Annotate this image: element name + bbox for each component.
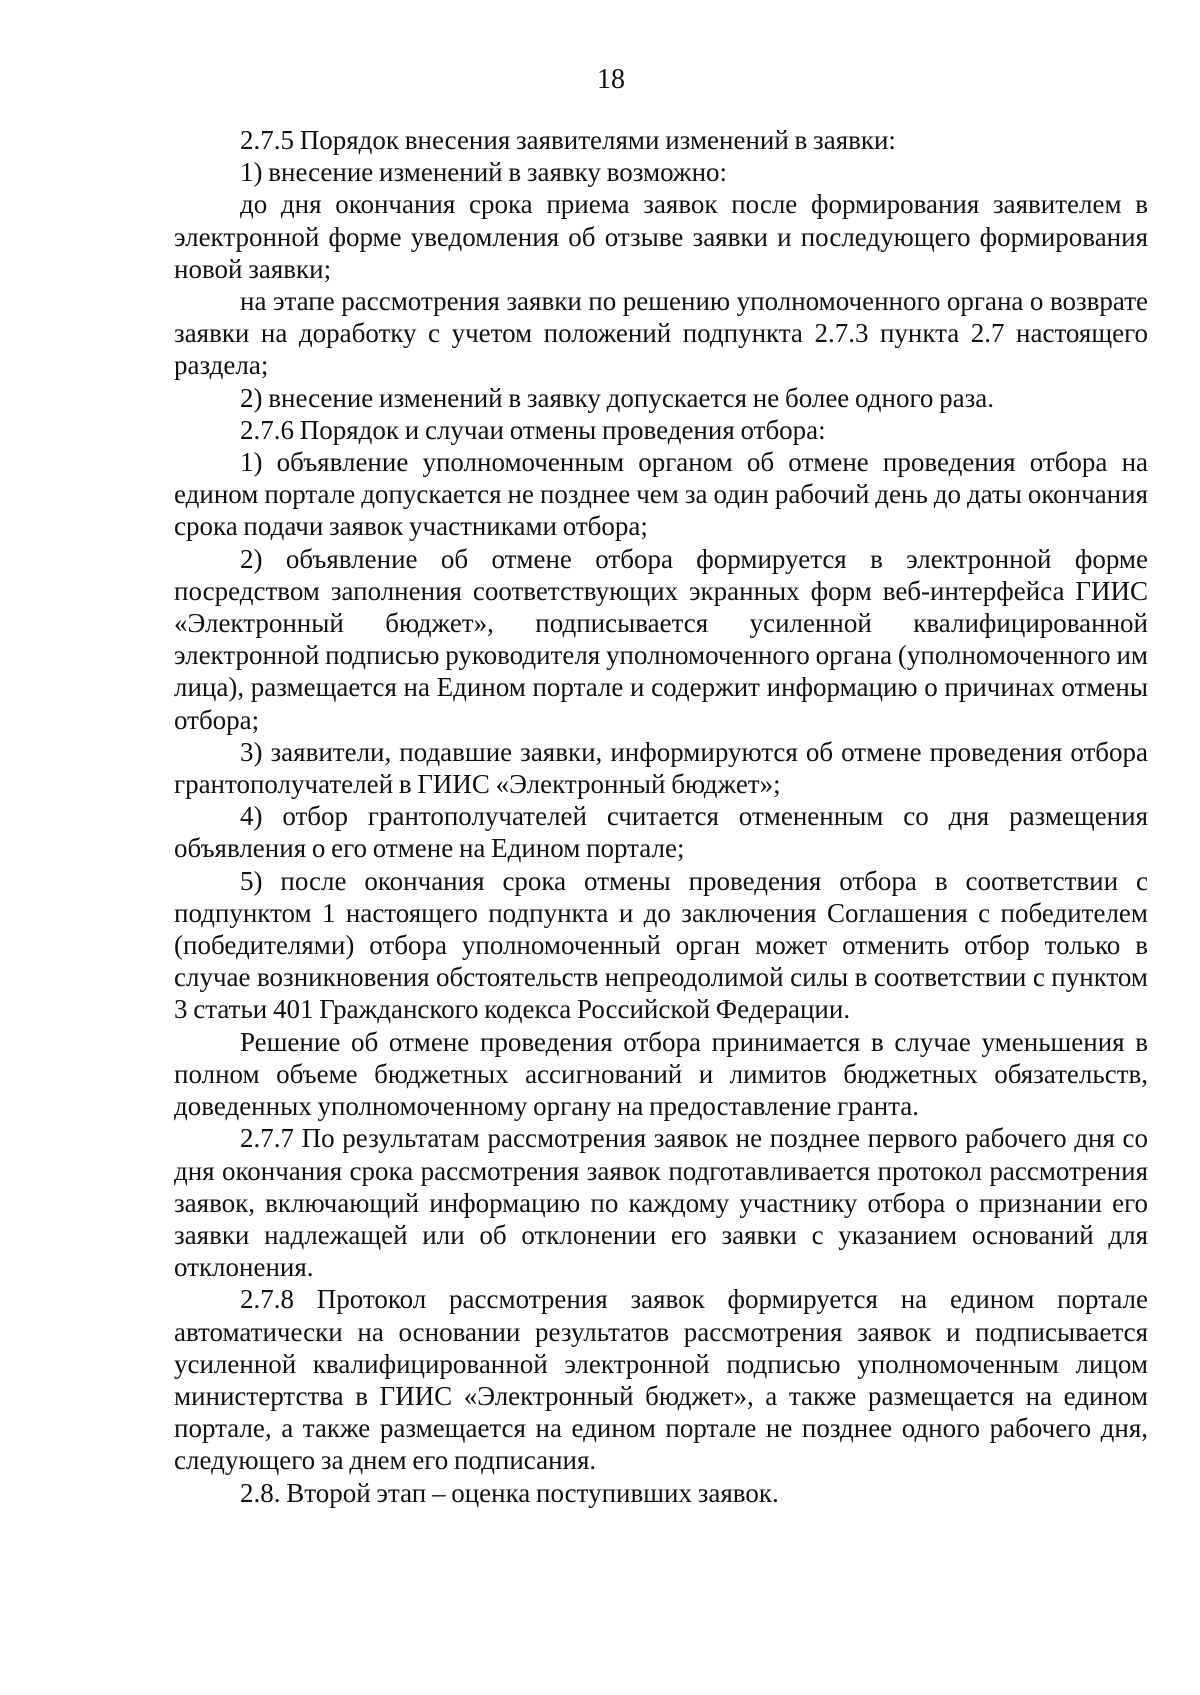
paragraph-2-7-5-item-1-b: на этапе рассмотрения заявки по решению уполномоченного органа о возврате заявки на доработку с учетом положений подпункта 2.7.3 пункта 2.7 настоящего раздела;	[174, 286, 1148, 381]
paragraph-2-7-5: 2.7.5 Порядок внесения заявителями изменений в заявки:	[240, 125, 896, 155]
document-body	[174, 124, 1148, 1509]
page-number: 18	[597, 64, 625, 95]
paragraph-2-7-6-item-3: 3) заявители, подавшие заявки, информируются об отмене проведения отбора грантополучателей в ГИИС «Электронный бюджет»;	[174, 736, 1148, 800]
paragraph-cancellation-decision: Решение об отмене проведения отбора принимается в случае уменьшения в полном объеме бюджетных ассигнований и лимитов бюджетных обязательств, доведенных уполномоченному органу на предоставление гранта.	[174, 1026, 1148, 1122]
paragraph-2-7-6-item-1: 1) объявление уполномоченным органом об отмене проведения отбора на едином портале допускается не позднее чем за один рабочий день до даты окончания срока подачи заявок участниками отбора;	[174, 447, 1148, 542]
paragraph-2-7-6: 2.7.6 Порядок и случаи отмены проведения отбора:	[240, 414, 826, 445]
paragraph-2-7-6-item-5: 5) после окончания срока отмены проведения отбора в соответствии с подпунктом 1 настоящего подпункта и до заключения Соглашения с победителем (победителями) отбора уполномоченный орган может отменить отбор только в случае возникновения обстоятельств непреодолимой силы в соответствии с пунктом 3 статьи 401 Гражданского кодекса Российской Федерации.	[174, 865, 1148, 1025]
paragraph-2-7-8: 2.7.8 Протокол рассмотрения заявок формируется на едином портале автоматически на основании результатов рассмотрения заявок и подписывается усиленной квалифицированной электронной подписью уполномоченным лицом министертства в ГИИС «Электронный бюджет», а также размещается на едином портале, а также размещается на едином портале не позднее одного рабочего дня, следующего за днем его подписания.	[174, 1284, 1148, 1476]
paragraph-2-7-5-item-1-a: до дня окончания срока приема заявок после формирования заявителем в электронной форме уведомления об отзыве заявки и последующего формирования новой заявки;	[174, 189, 1148, 284]
paragraph-2-7-6-item-2: 2) объявление об отмене отбора формируется в электронной форме посредством заполнения соответствующих экранных форм веб-интерфейса ГИИС «Электронный бюджет», подписывается усиленной квалифицированной электронной подписью руководителя уполномоченного органа (уполномоченного им лица), размещается на Едином портале и содержит информацию о причинах отмены отбора;	[174, 543, 1148, 735]
paragraph-2-7-6-item-4: 4) отбор грантополучателей считается отмененным со дня размещения объявления о его отмене на Едином портале;	[174, 801, 1148, 864]
paragraph-2-8: 2.8. Второй этап – оценка поступивших заявок.	[240, 1477, 779, 1508]
paragraph-2-7-5-item-2: 2) внесение изменений в заявку допускается не более одного раза.	[240, 382, 994, 413]
paragraph-2-7-5-item-1: 1) внесение изменений в заявку возможно:	[240, 157, 728, 188]
paragraph-2-7-7: 2.7.7 По результатам рассмотрения заявок не позднее первого рабочего дня со дня окончания срока рассмотрения заявок подготавливается протокол рассмотрения заявок, включающий информацию по каждому участнику отбора о признании его заявки надлежащей или об отклонении его заявки с указанием оснований для отклонения.	[174, 1123, 1148, 1283]
